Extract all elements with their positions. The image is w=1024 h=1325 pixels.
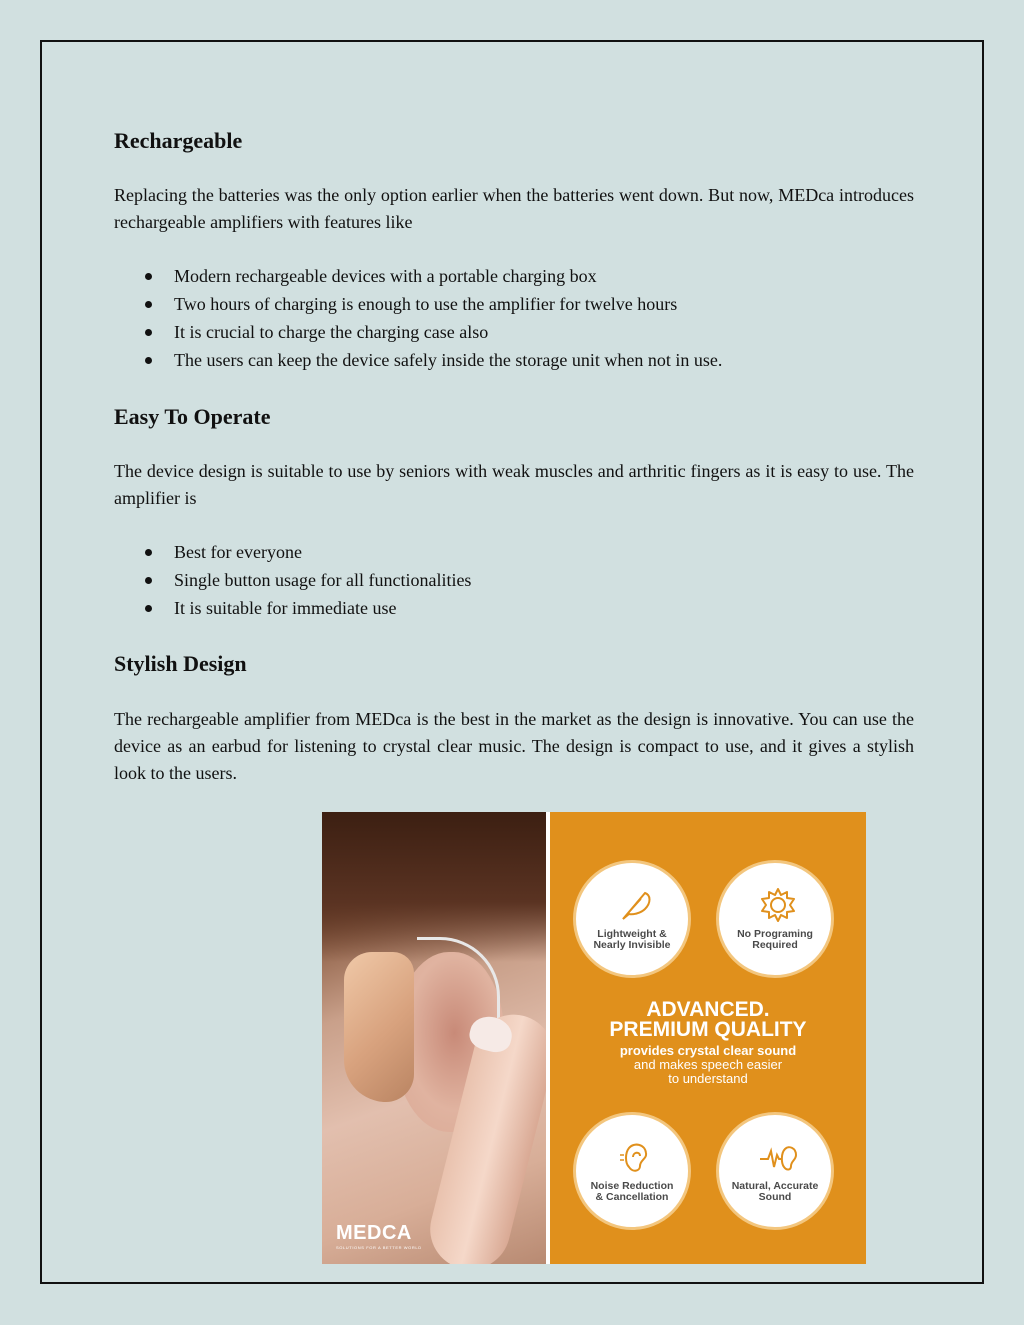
ear-wave-icon [758, 1137, 798, 1177]
heading-easy-to-operate: Easy To Operate [114, 404, 271, 429]
ear-icon [615, 1137, 655, 1177]
bullet-dot-icon [145, 577, 152, 584]
bullet-dot-icon [145, 329, 152, 336]
feature-panel [550, 812, 866, 1264]
hearing-amplifier-device [344, 952, 414, 1102]
bullet-dot-icon [145, 549, 152, 556]
headline-premium: PREMIUM QUALITY [609, 1018, 807, 1041]
bullet-dot-icon [145, 301, 152, 308]
paragraph-rechargeable: Replacing the batteries was the only option earlier when the batteries went down. But now, MEDca introduces rechargeable amplifiers with features like [114, 185, 914, 232]
badge-lightweight: Lightweight & Nearly Invisible [573, 860, 691, 978]
list-item: It is crucial to charge the charging case also [114, 318, 914, 346]
list-item: The users can keep the device safely inside the storage unit when not in use. [114, 346, 914, 374]
ear-photo [322, 812, 546, 1264]
list-item: Modern rechargeable devices with a portable charging box [114, 262, 914, 290]
bullet-dot-icon [145, 605, 152, 612]
paragraph-stylish-design: The rechargeable amplifier from MEDca is the best in the market as the design is innovative. You can use the device as an earbud for listening to crystal clear music. The design is compact to use, and it gives a stylish look to the users. [114, 709, 914, 783]
paragraph-easy-to-operate: The device design is suitable to use by seniors with weak muscles and arthritic fingers as it is easy to use. The amplifier is [114, 461, 914, 508]
list-item: Single button usage for all functionalities [114, 566, 914, 594]
bullet-dot-icon [145, 357, 152, 364]
gear-icon [758, 885, 798, 925]
badge-no-programming: No Programing Required [716, 860, 834, 978]
bullet-list-easy-to-operate [114, 538, 914, 622]
heading-stylish-design: Stylish Design [114, 651, 247, 676]
tagline-line-3: to understand [668, 1071, 748, 1086]
list-item: It is suitable for immediate use [114, 594, 914, 622]
tagline-line-1: provides crystal clear sound [619, 1043, 797, 1058]
heading-rechargeable: Rechargeable [114, 128, 243, 153]
page-frame [40, 40, 984, 1284]
headline-advanced: ADVANCED. [646, 998, 770, 1021]
medca-logo: MEDCA [336, 1222, 412, 1244]
list-item: Two hours of charging is enough to use the amplifier for twelve hours [114, 290, 914, 318]
tagline-line-2: and makes speech easier [633, 1057, 783, 1072]
badge-natural-sound: Natural, Accurate Sound [716, 1112, 834, 1230]
list-item: Best for everyone [114, 538, 914, 566]
badge-noise-reduction: Noise Reduction & Cancellation [573, 1112, 691, 1230]
feather-icon [615, 885, 655, 925]
product-image [322, 812, 866, 1264]
bullet-dot-icon [145, 273, 152, 280]
logo-tagline: SOLUTIONS FOR A BETTER WORLD [336, 1245, 422, 1250]
bullet-list-rechargeable [114, 262, 914, 374]
